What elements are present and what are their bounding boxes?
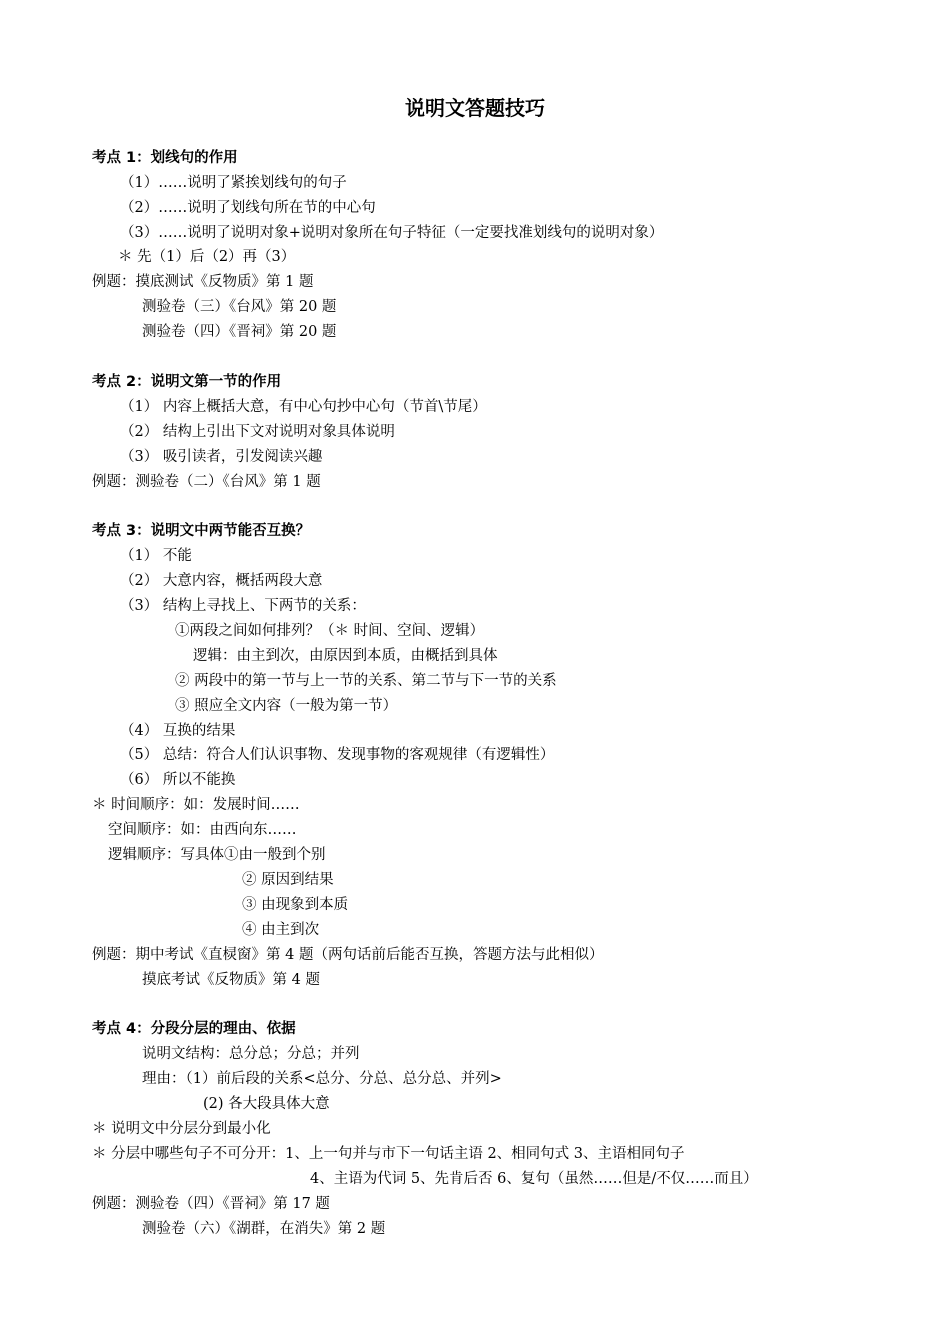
text-line: （5） 总结：符合人们认识事物、发现事物的客观规律（有逻辑性） [120,747,555,763]
example-line: 摸底考试《反物质》第 4 题 [142,972,320,988]
example-line: 测验卷（六）《湖群，在消失》第 2 题 [142,1221,386,1237]
example-line: 测验卷（四）《晋祠》第 20 题 [142,324,337,340]
text-line: ＊ 分层中哪些句子不可分开：1、上一句并与市下一句话主语 2、相同句式 3、主语相同句子 [92,1146,685,1162]
section-heading: 考点 3：说明文中两节能否互换？ [92,523,311,539]
text-line: （2） 结构上引出下文对说明对象具体说明 [120,424,395,440]
text-line: ＊ 先（1）后（2）再（3） [118,249,296,265]
text-line: （1） 内容上概括大意，有中心句抄中心句（节首\节尾） [120,399,487,415]
text-line: 理由：（1）前后段的关系<总分、分总、总分总、并列> [142,1071,502,1087]
example-line: 例题：摸底测试《反物质》第 1 题 [92,274,314,290]
text-line: 说明文结构：总分总；分总；并列 [142,1046,360,1062]
text-line: （6） 所以不能换 [120,772,236,788]
text-line: 逻辑顺序：写具体①由一般到个别 [108,847,326,863]
section-heading: 考点 1：划线句的作用 [92,150,238,166]
text-line: ①两段之间如何排列？（＊ 时间、空间、逻辑） [175,623,485,639]
text-line: （1）……说明了紧挨划线句的句子 [120,175,347,191]
text-line: 4、主语为代词 5、先肯后否 6、复句（虽然……但是/不仅……而且） [310,1171,758,1187]
text-line: （3） 吸引读者，引发阅读兴趣 [120,449,323,465]
text-line: ③ 照应全文内容（一般为第一节） [175,698,398,714]
text-line: ＊ 时间顺序：如：发展时间…… [92,797,300,813]
text-line: 空间顺序：如：由西向东…… [108,822,297,838]
example-line: 例题：测验卷（四）《晋祠》第 17 题 [92,1196,330,1212]
text-line: ③ 由现象到本质 [242,897,349,913]
text-line: (2) 各大段具体大意 [203,1096,330,1112]
example-line: 测验卷（三）《台风》第 20 题 [142,299,337,315]
text-line: （2）……说明了划线句所在节的中心句 [120,200,376,216]
text-line: ② 原因到结果 [242,872,334,888]
text-line: （3） 结构上寻找上、下两节的关系： [120,598,366,614]
text-line: （2） 大意内容，概括两段大意 [120,573,323,589]
text-line: ② 两段中的第一节与上一节的关系、第二节与下一节的关系 [175,673,557,689]
example-line: 例题：期中考试《直棂窗》第 4 题（两句话前后能否互换，答题方法与此相似） [92,947,604,963]
text-line: （3）……说明了说明对象+说明对象所在句子特征（一定要找准划线句的说明对象） [120,225,664,241]
example-line: 例题：测验卷（二）《台风》第 1 题 [92,474,321,490]
section-heading: 考点 4：分段分层的理由、依据 [92,1021,296,1037]
text-line: （4） 互换的结果 [120,723,236,739]
section-heading: 考点 2：说明文第一节的作用 [92,374,282,390]
text-line: ④ 由主到次 [242,922,320,938]
text-line: ＊ 说明文中分层分到最小化 [92,1121,271,1137]
document-title: 说明文答题技巧 [405,96,545,120]
text-line: 逻辑：由主到次，由原因到本质，由概括到具体 [193,648,498,664]
text-line: （1） 不能 [120,548,192,564]
